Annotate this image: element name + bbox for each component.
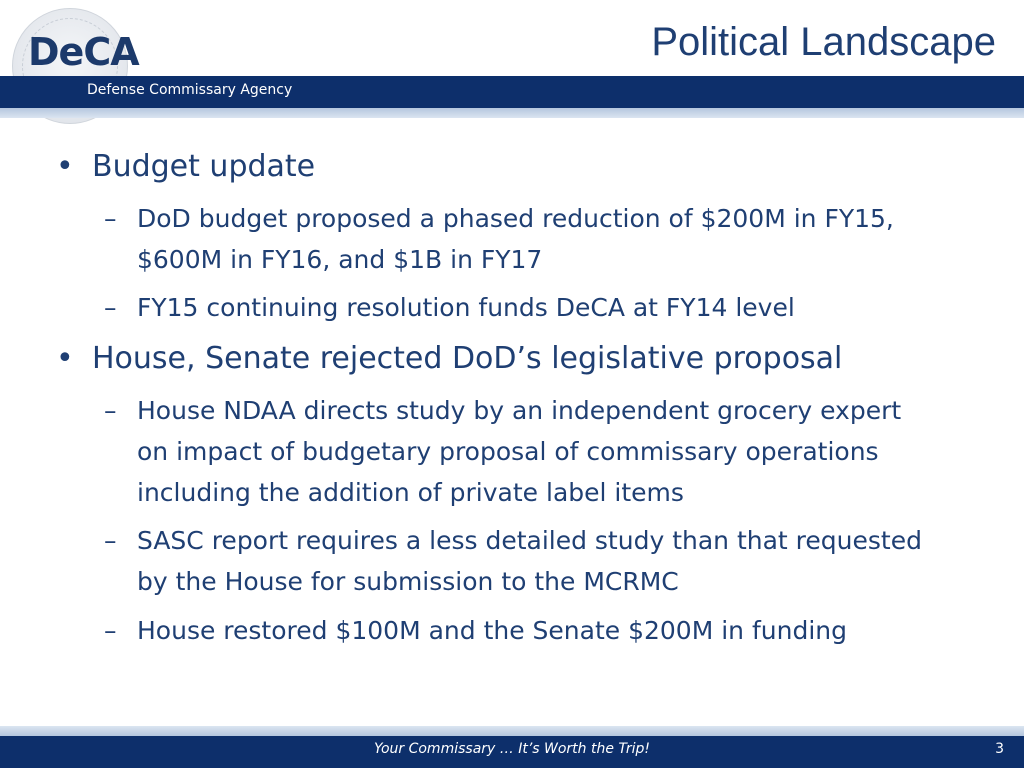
sub-bullet-2-3: House restored $100M and the Senate $200M in funding [137, 616, 847, 645]
sub-bullet-1-1: DoD budget proposed a phased reduction of $200M in FY15, $600M in FY16, and $1B in FY17 [137, 204, 894, 274]
bullet-1: Budget update [92, 149, 316, 184]
page-number: 3 [995, 741, 1004, 757]
sub-bullet-2-1: House NDAA directs study by an independent grocery expert on impact of budgetary proposal of commissary operations including the addition of private label items [137, 396, 902, 507]
slide-title: Political Landscape [651, 20, 996, 64]
dash-icon: – [104, 616, 117, 645]
slide-header [0, 0, 1024, 125]
sub-bullet-2-2: SASC report requires a less detailed study than that requested by the House for submission to the MCRMC [137, 526, 922, 596]
footer-accent-stripe [0, 726, 1024, 736]
footer-tagline: Your Commissary … It’s Worth the Trip! [373, 741, 651, 757]
deca-logo-text: DeCA [28, 30, 139, 74]
bullet-2: House, Senate rejected DoD’s legislative proposal [92, 341, 843, 376]
bullet-dot-icon: • [56, 341, 74, 376]
dash-icon: – [104, 396, 117, 425]
header-accent-stripe [0, 108, 1024, 118]
dash-icon: – [104, 526, 117, 555]
sub-bullet-1-2: FY15 continuing resolution funds DeCA at FY14 level [137, 293, 795, 322]
dash-icon: – [104, 293, 117, 322]
agency-name: Defense Commissary Agency [87, 82, 293, 98]
dash-icon: – [104, 204, 117, 233]
bullet-dot-icon: • [56, 149, 74, 184]
